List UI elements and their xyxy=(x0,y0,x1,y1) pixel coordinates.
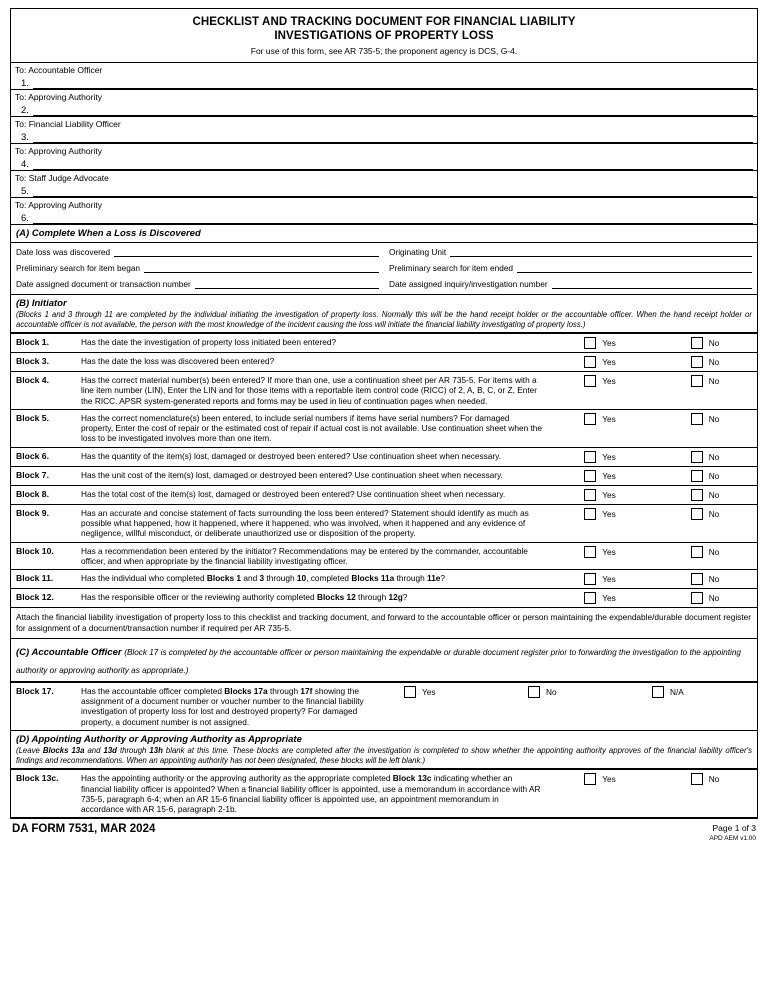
to-label-6: To: Approving Authority xyxy=(15,200,102,210)
checkbox-na[interactable] xyxy=(652,686,664,698)
to-row-1 xyxy=(11,63,757,90)
block-question-text: Has the correct nomenclature(s) been entered, to include serial numbers if items have serial numbers? For damaged property, Enter the cost of repair or the estimated cost of repair if actual cost is not available. Use continuation sheet when the loss to be investigated involves more than one item. xyxy=(81,412,543,444)
block-question xyxy=(76,334,547,353)
to-number-3: 3. xyxy=(21,132,29,143)
yes-label: Yes xyxy=(422,686,436,697)
checkbox-no[interactable] xyxy=(691,508,703,520)
block-no-cell[interactable] xyxy=(652,466,757,485)
block-question xyxy=(76,570,547,589)
block-yes-cell[interactable] xyxy=(547,485,652,504)
checkbox-yes[interactable] xyxy=(584,773,596,785)
block-yes-cell[interactable] xyxy=(547,409,652,447)
block-yes-cell[interactable] xyxy=(385,682,509,730)
table-row xyxy=(11,485,757,504)
to-row-4 xyxy=(11,144,757,171)
table-row xyxy=(11,504,757,542)
checkbox-yes[interactable] xyxy=(404,686,416,698)
na-label: N/A xyxy=(670,686,684,697)
no-label: No xyxy=(708,574,720,585)
yes-label: Yes xyxy=(602,376,616,386)
to-number-4: 4. xyxy=(21,159,29,170)
footer-right xyxy=(709,823,756,843)
block-label: Block 10. xyxy=(11,542,76,570)
yes-option[interactable] xyxy=(552,356,648,368)
yes-option[interactable] xyxy=(390,686,505,698)
field-input-date-assigned-inquiry[interactable] xyxy=(552,278,752,289)
yes-label: Yes xyxy=(602,489,616,500)
block-label: Block 5. xyxy=(11,409,76,447)
table-row xyxy=(11,770,757,818)
section-a-row-3 xyxy=(16,278,752,289)
checkbox-yes[interactable] xyxy=(584,592,596,604)
to-input-2[interactable] xyxy=(33,104,753,116)
field-input-date-assigned-document[interactable] xyxy=(195,278,379,289)
checkbox-yes[interactable] xyxy=(584,546,596,558)
block-yes-cell[interactable] xyxy=(547,589,652,608)
no-option[interactable] xyxy=(657,470,753,482)
checkbox-no[interactable] xyxy=(691,573,703,585)
yes-option[interactable] xyxy=(552,451,648,463)
table-row xyxy=(11,372,757,410)
to-row-2 xyxy=(11,90,757,117)
section-b-attach-note: Attach the financial liability investigation of property loss to this checklist and tracking document, and forward to the accountable officer or person maintaining the expendable/durable document register for assignment of a document/transaction number if required per AR 735-5. xyxy=(11,608,757,639)
section-b-heading-note xyxy=(16,310,752,329)
checkbox-no[interactable] xyxy=(691,375,703,387)
no-label: No xyxy=(708,774,720,785)
yes-label: Yes xyxy=(602,357,616,367)
page-indicator: Page 1 of 3 xyxy=(712,823,756,834)
block-question-text: Has the unit cost of the item(s) lost, damaged or destroyed been entered? Use continuation sheet when necessary. xyxy=(81,469,503,480)
section-b-note-text: (Blocks 1 and 3 through 11 are completed by the individual initiating the investigation of property loss. Normally this will be the hand receipt holder or the accountable officer. When the hand receipt holder or accountable officer is not available, the person with the most knowledge of the incident causing the loss will initiate the financial liability investigating of property loss.) xyxy=(16,310,752,329)
yes-label: Yes xyxy=(602,413,616,424)
block-question-text: Has the correct material number(s) been entered? If more than one, use a continuation sheet per AR 735-5. For items with a line item number (LIN), Enter the LIN and for those items with a reportable item control code (RICC) of 2, A, B, C, or Z, Enter the RICC. APSR system-generated reports and forms may be used in lieu of continuation pages when needed. xyxy=(81,375,538,406)
checkbox-no[interactable] xyxy=(691,413,703,425)
block-question xyxy=(76,372,547,410)
block-question-text: Has the quantity of the item(s) lost, damaged or destroyed been entered? Use continuation sheet when necessary. xyxy=(81,450,502,461)
block-no-cell[interactable] xyxy=(652,334,757,353)
block-label: Block 8. xyxy=(11,485,76,504)
form-footer xyxy=(10,823,758,843)
checkbox-yes[interactable] xyxy=(584,451,596,463)
table-row xyxy=(11,589,757,608)
to-number-6: 6. xyxy=(21,213,29,224)
block-no-cell[interactable] xyxy=(652,770,757,818)
field-input-prelim-search-ended[interactable] xyxy=(517,262,752,273)
block-question xyxy=(76,485,547,504)
block-no-cell[interactable] xyxy=(652,353,757,372)
to-input-4[interactable] xyxy=(33,158,753,170)
checkbox-no[interactable] xyxy=(691,451,703,463)
no-label: No xyxy=(708,593,720,604)
table-row xyxy=(11,409,757,447)
block-yes-cell[interactable] xyxy=(547,770,652,818)
block-label: Block 1. xyxy=(11,334,76,353)
block-no-cell[interactable] xyxy=(509,682,633,730)
field-input-date-loss-discovered[interactable] xyxy=(114,246,379,257)
section-a-row-1 xyxy=(16,246,752,257)
yes-label: Yes xyxy=(602,774,616,785)
block-label: Block 9. xyxy=(11,504,76,542)
field-originating-unit xyxy=(389,246,752,257)
section-d-note: (Leave Blocks 13a and 13d through 13h blank at this time. These blocks are completed after the investigation is completed to show whether the appointing authority approves of the financial liability officer's findings and recommendations. When an appointing authority has not been designated, these blocks will be left blank.) xyxy=(16,746,753,765)
block-question-text: Has an accurate and concise statement of facts surrounding the loss been entered? Statement should identify as much as possible what happened, how it happened, where it happened, who was involved, when it happened and any evidence of negligence, willful misconduct, or deliberate unauthorized use or disposition of the property. xyxy=(81,507,529,539)
block-yes-cell[interactable] xyxy=(547,542,652,570)
to-number-2: 2. xyxy=(21,105,29,116)
section-c-title xyxy=(16,647,741,676)
form-number: DA FORM 7531, MAR 2024 xyxy=(12,823,156,836)
block-question xyxy=(76,409,547,447)
table-row xyxy=(11,542,757,570)
table-row xyxy=(11,570,757,589)
to-label-4: To: Approving Authority xyxy=(15,146,102,156)
no-label: No xyxy=(708,376,720,386)
block-question xyxy=(76,504,547,542)
section-a-row-2 xyxy=(16,262,752,273)
checkbox-no[interactable] xyxy=(691,489,703,501)
yes-option[interactable] xyxy=(552,375,648,387)
no-option[interactable] xyxy=(657,573,753,585)
table-row xyxy=(11,353,757,372)
yes-label: Yes xyxy=(602,546,616,557)
block-question-text: Has the total cost of the item(s) lost, damaged or destroyed been entered? Use continuation sheet when necessary. xyxy=(81,488,506,499)
checkbox-no[interactable] xyxy=(691,592,703,604)
form-subtitle: For use of this form, see AR 735-5; the proponent agency is DCS, G-4. xyxy=(250,46,518,56)
yes-option[interactable] xyxy=(552,489,648,501)
no-option[interactable] xyxy=(514,686,629,698)
no-option[interactable] xyxy=(657,592,753,604)
checkbox-yes[interactable] xyxy=(584,375,596,387)
block-question xyxy=(76,466,547,485)
block-yes-cell[interactable] xyxy=(547,570,652,589)
no-option[interactable] xyxy=(657,356,753,368)
checkbox-no[interactable] xyxy=(691,470,703,482)
to-input-3[interactable] xyxy=(33,131,753,143)
no-label: No xyxy=(708,413,720,424)
checkbox-yes[interactable] xyxy=(584,573,596,585)
to-label-2: To: Approving Authority xyxy=(15,92,102,102)
block-no-cell[interactable] xyxy=(652,409,757,447)
block-question-text: Has the appointing authority or the approving authority as the appropriate completed Block 13c indicating whether an financial liability officer is appointed? When a financial liability officer is appointed, use a memorandum in accordance with AR 735-5, paragraph 6-4; when an AR 15-6 financial liability officer is appointed use, an appointment memorandum in accordance with AR 15-6, paragraph 2-1b. xyxy=(81,773,541,815)
no-option[interactable] xyxy=(657,451,753,463)
to-entry-4 xyxy=(15,158,753,170)
no-label: No xyxy=(708,508,720,519)
to-row-6 xyxy=(11,198,757,225)
checkbox-no[interactable] xyxy=(691,773,703,785)
no-label: No xyxy=(708,470,720,481)
block-yes-cell[interactable] xyxy=(547,334,652,353)
field-date-loss-discovered xyxy=(16,246,389,257)
field-date-assigned-inquiry xyxy=(389,278,752,289)
to-row-5 xyxy=(11,171,757,198)
no-label: No xyxy=(708,357,720,367)
block-question xyxy=(76,770,547,818)
to-row-3 xyxy=(11,117,757,144)
to-input-1[interactable] xyxy=(33,77,753,89)
to-entry-6 xyxy=(15,212,753,224)
yes-option[interactable] xyxy=(552,508,648,520)
no-option[interactable] xyxy=(657,413,753,425)
yes-option[interactable] xyxy=(552,470,648,482)
block-question xyxy=(76,447,547,466)
section-d-heading xyxy=(11,731,757,769)
yes-label: Yes xyxy=(602,470,616,481)
field-label-date-assigned-document: Date assigned document or transaction number xyxy=(16,279,191,289)
checkbox-no[interactable] xyxy=(528,686,540,698)
block-label: Block 6. xyxy=(11,447,76,466)
yes-option[interactable] xyxy=(552,546,648,558)
no-label: No xyxy=(546,686,557,697)
table-row xyxy=(11,682,757,730)
no-option[interactable] xyxy=(657,337,753,349)
section-c-heading xyxy=(11,639,757,682)
yes-option[interactable] xyxy=(552,592,648,604)
to-entry-5 xyxy=(15,185,753,197)
block-question-text: Has a recommendation been entered by the initiator? Recommendations may be entered by the commander, accountable officer, and when appropriate by the financial liability investigating officer. xyxy=(81,545,528,566)
section-b-heading xyxy=(11,295,757,333)
yes-label: Yes xyxy=(602,508,616,519)
checkbox-yes[interactable] xyxy=(584,356,596,368)
checkbox-yes[interactable] xyxy=(584,413,596,425)
no-option[interactable] xyxy=(657,508,753,520)
block-no-cell[interactable] xyxy=(652,447,757,466)
checkbox-yes[interactable] xyxy=(584,337,596,349)
block-label: Block 3. xyxy=(11,353,76,372)
no-label: No xyxy=(708,546,720,557)
block-yes-cell[interactable] xyxy=(547,353,652,372)
no-label: No xyxy=(708,489,720,500)
block-question xyxy=(76,682,385,730)
checkbox-no[interactable] xyxy=(691,337,703,349)
section-b-table xyxy=(11,333,757,608)
block-yes-cell[interactable] xyxy=(547,466,652,485)
to-input-6[interactable] xyxy=(33,212,753,224)
form-border xyxy=(10,8,758,819)
block-no-cell[interactable] xyxy=(652,570,757,589)
table-row xyxy=(11,466,757,485)
form-title-block xyxy=(11,9,757,63)
yes-option[interactable] xyxy=(552,337,648,349)
field-label-date-assigned-inquiry: Date assigned inquiry/investigation number xyxy=(389,279,548,289)
block-yes-cell[interactable] xyxy=(547,372,652,410)
block-na-cell[interactable] xyxy=(633,682,757,730)
section-d-table xyxy=(11,769,757,818)
section-c-table xyxy=(11,682,757,731)
block-question xyxy=(76,353,547,372)
section-b-heading-label: (B) Initiator xyxy=(16,298,67,309)
block-label: Block 7. xyxy=(11,466,76,485)
to-number-1: 1. xyxy=(21,78,29,89)
no-option[interactable] xyxy=(657,489,753,501)
checkbox-no[interactable] xyxy=(691,546,703,558)
field-label-originating-unit: Originating Unit xyxy=(389,247,447,257)
block-question xyxy=(76,589,547,608)
to-entry-3 xyxy=(15,131,753,143)
yes-label: Yes xyxy=(602,574,616,585)
block-label: Block 17. xyxy=(11,682,76,730)
block-question-text: Has the individual who completed Blocks 1 and 3 through 10, completed Blocks 11a through 11e? xyxy=(81,573,446,584)
field-prelim-search-began xyxy=(16,262,389,273)
block-label: Block 4. xyxy=(11,372,76,410)
checkbox-no[interactable] xyxy=(691,356,703,368)
yes-label: Yes xyxy=(602,451,616,462)
yes-option[interactable] xyxy=(552,773,648,785)
block-yes-cell[interactable] xyxy=(547,504,652,542)
no-option[interactable] xyxy=(657,375,753,387)
no-option[interactable] xyxy=(657,773,753,785)
block-no-cell[interactable] xyxy=(652,504,757,542)
block-no-cell[interactable] xyxy=(652,542,757,570)
form-title-line-2: INVESTIGATIONS OF PROPERTY LOSS xyxy=(274,30,494,42)
block-question-text: Has the date the loss was discovered been entered? xyxy=(81,356,275,366)
to-entry-2 xyxy=(15,104,753,116)
yes-option[interactable] xyxy=(552,413,648,425)
yes-option[interactable] xyxy=(552,573,648,585)
field-date-assigned-document xyxy=(16,278,389,289)
block-label: Block 12. xyxy=(11,589,76,608)
table-row xyxy=(11,334,757,353)
field-input-prelim-search-began[interactable] xyxy=(144,262,379,273)
block-question-text: Has the accountable officer completed Blocks 17a through 17f showing the assignment of a document number or voucher number to the financial liability investigation of property loss for lost and destroyed property? For damaged property, a document number is not assigned. xyxy=(81,685,364,727)
table-row xyxy=(11,447,757,466)
block-no-cell[interactable] xyxy=(652,589,757,608)
to-label-1: To: Accountable Officer xyxy=(15,65,103,75)
yes-label: Yes xyxy=(602,338,616,348)
to-label-5: To: Staff Judge Advocate xyxy=(15,173,109,183)
field-input-originating-unit[interactable] xyxy=(450,246,752,257)
block-yes-cell[interactable] xyxy=(547,447,652,466)
to-number-5: 5. xyxy=(21,186,29,197)
field-prelim-search-ended xyxy=(389,262,752,273)
to-entry-1 xyxy=(15,77,753,89)
field-label-date-loss-discovered: Date loss was discovered xyxy=(16,247,111,257)
block-question xyxy=(76,542,547,570)
section-a-heading: (A) Complete When a Loss is Discovered xyxy=(11,225,757,243)
block-no-cell[interactable] xyxy=(652,372,757,410)
to-label-3: To: Financial Liability Officer xyxy=(15,119,121,129)
checkbox-yes[interactable] xyxy=(584,470,596,482)
section-c-title-text: (C) Accountable Officer xyxy=(16,646,122,658)
apd-version: APD AEM v1.00 xyxy=(709,835,756,843)
no-option[interactable] xyxy=(657,546,753,558)
block-label: Block 13c. xyxy=(11,770,76,818)
section-c-title-note: (Block 17 is completed by the accountable officer or person maintaining the expendable or durable document register prior to forwarding the investigation to the appointing authority or approving authority as appropriate.) xyxy=(16,647,741,675)
field-label-prelim-search-ended: Preliminary search for item ended xyxy=(389,263,514,273)
no-label: No xyxy=(708,338,720,348)
to-input-5[interactable] xyxy=(33,185,753,197)
form-title-line-1: CHECKLIST AND TRACKING DOCUMENT FOR FINANCIAL LIABILITY xyxy=(192,16,576,28)
field-label-prelim-search-began: Preliminary search for item began xyxy=(16,263,141,273)
no-label: No xyxy=(708,451,720,462)
block-question-text: Has the date the investigation of property loss initiated been entered? xyxy=(81,337,337,347)
section-a-body xyxy=(11,243,757,295)
section-d-title: (D) Appointing Authority or Approving Authority as Appropriate xyxy=(16,734,302,746)
block-label: Block 11. xyxy=(11,570,76,589)
yes-label: Yes xyxy=(602,593,616,604)
checkbox-yes[interactable] xyxy=(584,508,596,520)
block-question-text: Has the responsible officer or the reviewing authority completed Blocks 12 through 12g? xyxy=(81,592,408,603)
checkbox-yes[interactable] xyxy=(584,489,596,501)
na-option[interactable] xyxy=(638,686,753,698)
block-no-cell[interactable] xyxy=(652,485,757,504)
